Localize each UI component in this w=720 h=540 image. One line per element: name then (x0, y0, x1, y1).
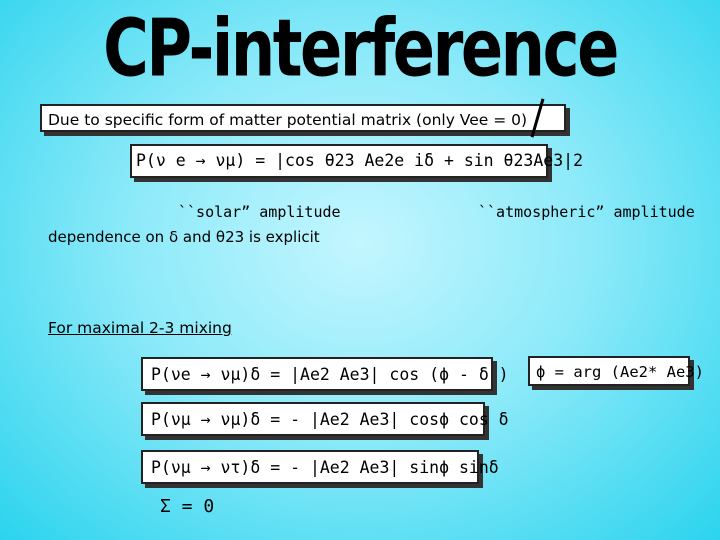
dependence-label: dependence on δ and θ23 is explicit (48, 228, 320, 246)
maximal-mixing-label: For maximal 2-3 mixing (48, 319, 232, 337)
equation-text: P(νμ → νμ)δ = - |Ae2 Ae3| cosϕ cos δ (151, 410, 509, 429)
phase-definition-box (528, 356, 704, 386)
equation-nue-to-numu (141, 357, 509, 391)
equation-text: P(νμ → ντ)δ = - |Ae2 Ae3| sinϕ sinδ (151, 458, 499, 477)
premise-text: Due to specific form of matter potential matrix (only Vee = 0) (48, 111, 528, 129)
probability-formula: P(ν e → νμ) = |cos θ23 Ae2e iδ + sin θ23Ae3|2 (136, 151, 584, 170)
probability-formula-box (130, 144, 584, 178)
solar-amplitude-label: ``solar” amplitude (178, 203, 341, 221)
equation-numu-to-nutau (141, 450, 499, 484)
phase-definition: ϕ = arg (Ae2* Ae3) (536, 363, 704, 381)
slide-title: CP-interference (103, 1, 617, 95)
sum-rule: Σ = 0 (160, 496, 215, 517)
equation-text: P(νe → νμ)δ = |Ae2 Ae3| cos (ϕ - δ ) (151, 365, 509, 384)
premise-box (40, 104, 566, 132)
equation-numu-to-numu (141, 402, 509, 436)
atmospheric-amplitude-label: ``atmospheric” amplitude (478, 203, 695, 221)
